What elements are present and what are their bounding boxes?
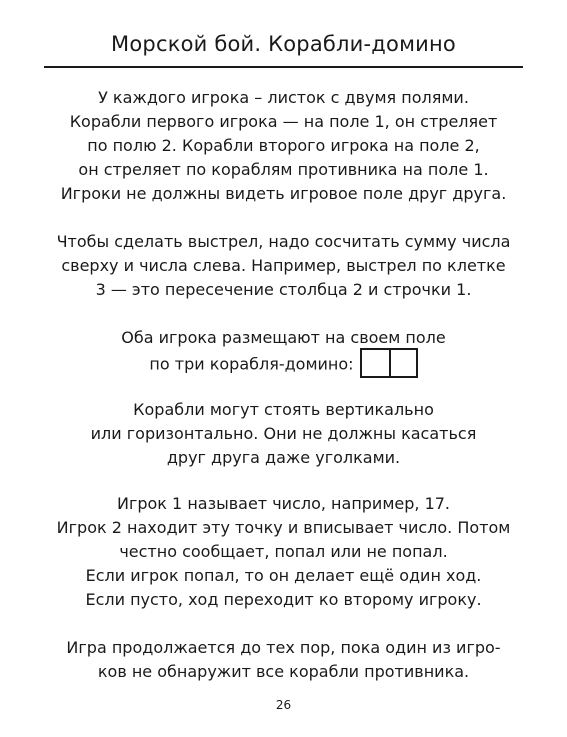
page-number: 26 xyxy=(275,698,292,712)
text-line: Игрок 2 находит эту точку и вписывает число. Потом xyxy=(56,518,511,537)
text-line: друг друга даже уголками. xyxy=(166,448,401,467)
paragraph-shooting xyxy=(20,230,547,302)
text-line: Чтобы сделать выстрел, надо сосчитать сумму числа xyxy=(56,232,511,251)
text-line: он стреляет по кораблям противника на поле 1. xyxy=(78,160,489,179)
text-line: сверху и числа слева. Например, выстрел по клетке xyxy=(61,256,506,275)
text-line: Игроки не должны видеть игровое поле друг друга. xyxy=(60,184,507,203)
text-line: честно сообщает, попал или не попал. xyxy=(119,542,448,561)
text-line: по полю 2. Корабли второго игрока на поле 2, xyxy=(87,136,480,155)
text-line xyxy=(20,350,547,380)
paragraph-fields xyxy=(20,86,547,206)
text-line: Оба игрока размещают на своем поле xyxy=(121,328,446,347)
title-divider xyxy=(44,66,523,68)
paragraph-placement xyxy=(20,326,547,380)
text-line: или горизонтально. Они не должны касаться xyxy=(90,424,477,443)
text-line: Если игрок попал, то он делает ещё один ход. xyxy=(85,566,482,585)
paragraph-turns xyxy=(20,492,547,612)
paragraph-ending xyxy=(20,636,547,684)
text-line: У каждого игрока – листок с двумя полями. xyxy=(98,88,469,107)
text-line: Корабли первого игрока — на поле 1, он стреляет xyxy=(69,112,498,131)
page-title: Морской бой. Корабли-домино xyxy=(111,32,456,56)
text-line: Игра продолжается до тех пор, пока один из игро- xyxy=(66,638,501,657)
paragraph-orientation xyxy=(20,398,547,470)
text-line: Если пусто, ход переходит ко второму игроку. xyxy=(85,590,482,609)
text-line: ков не обнаружит все корабли противника. xyxy=(97,662,470,681)
text-line: Корабли могут стоять вертикально xyxy=(133,400,434,419)
domino-divider xyxy=(389,350,391,376)
text-line: Игрок 1 называет число, например, 17. xyxy=(116,494,451,513)
text-line-fragment: по три корабля-домино: xyxy=(149,354,354,374)
domino-ship-icon xyxy=(360,348,418,378)
text-line: 3 — это пересечение столбца 2 и строчки 1. xyxy=(95,280,472,299)
